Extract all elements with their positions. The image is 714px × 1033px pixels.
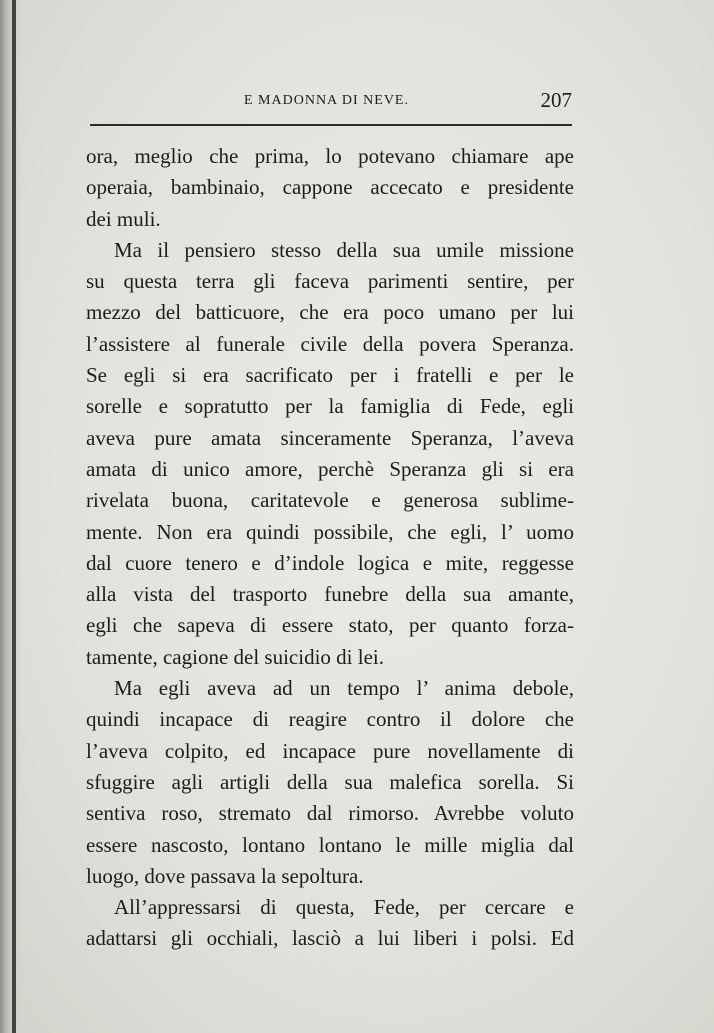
text-line: Ma il pensiero stesso della sua umile missione: [114, 237, 574, 262]
text-line: operaia, bambinaio, cappone accecato e presidente: [86, 175, 574, 200]
text-line: quindi incapace di reagire contro il dolore che: [86, 707, 574, 732]
text-line: mezzo del batticuore, che era poco umano per lui: [86, 300, 574, 325]
text-line: rivelata buona, caritatevole e generosa sublime-: [86, 488, 574, 513]
page-number: 207: [540, 88, 572, 112]
text-line: adattarsi gli occhiali, lasciò a lui liberi i polsi. Ed: [86, 926, 574, 951]
text-line: egli che sapeva di essere stato, per quanto forza-: [86, 613, 574, 638]
page-header: [86, 86, 572, 116]
text-line: Ma egli aveva ad un tempo l’ anima debole,: [114, 676, 574, 701]
text-line: Se egli si era sacrificato per i fratelli e per le: [86, 363, 574, 388]
text-line: All’appressarsi di questa, Fede, per cercare e: [114, 895, 574, 920]
text-line: su questa terra gli faceva parimenti sentire, per: [86, 269, 574, 294]
text-line: essere nascosto, lontano lontano le mille miglia dal: [86, 832, 574, 857]
page-edge-line: [12, 0, 16, 1033]
text-line: mente. Non era quindi possibile, che egli, l’ uomo: [86, 519, 574, 544]
text-line: dei muli.: [86, 206, 161, 231]
text-line: l’aveva colpito, ed incapace pure novellamente di: [86, 738, 574, 763]
running-title: E MADONNA DI NEVE.: [244, 93, 409, 108]
text-line: sfuggire agli artigli della sua malefica sorella. Si: [86, 769, 574, 794]
text-line: aveva pure amata sinceramente Speranza, l’aveva: [86, 425, 574, 450]
text-line: sorelle e sopratutto per la famiglia di Fede, egli: [86, 394, 574, 419]
text-line: amata di unico amore, perchè Speranza gli si era: [86, 456, 574, 481]
text-line: tamente, cagione del suicidio di lei.: [86, 644, 384, 669]
body-text: [86, 141, 574, 955]
text-line: luogo, dove passava la sepoltura.: [86, 863, 364, 888]
text-line: dal cuore tenero e d’indole logica e mite, reggesse: [86, 550, 574, 575]
text-line: ora, meglio che prima, lo potevano chiamare ape: [86, 144, 574, 168]
text-line: alla vista del trasporto funebre della sua amante,: [86, 582, 574, 607]
text-line: l’assistere al funerale civile della povera Speranza.: [86, 331, 574, 356]
book-spine-shadow: [0, 0, 22, 1033]
text-line: sentiva roso, stremato dal rimorso. Avrebbe voluto: [86, 801, 574, 826]
header-rule: [90, 124, 572, 126]
